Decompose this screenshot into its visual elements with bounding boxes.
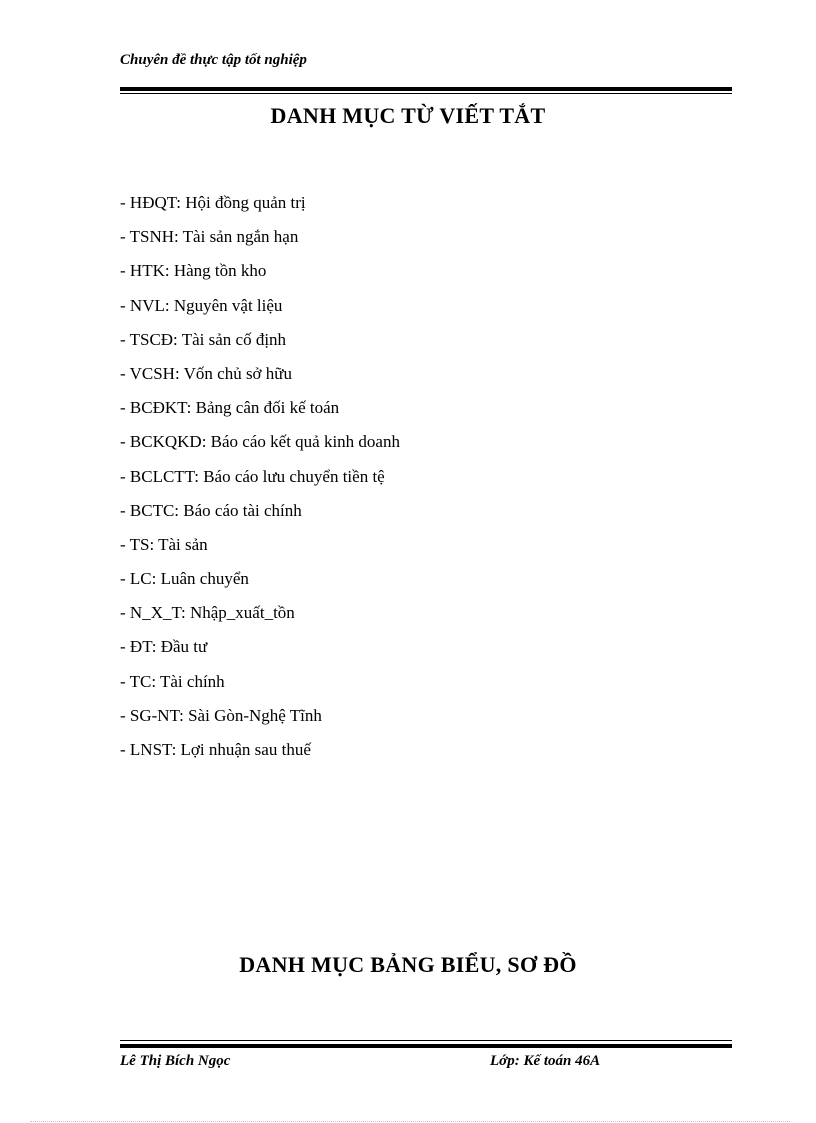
- list-item: - TS: Tài sản: [120, 534, 208, 554]
- footer-rule-thin: [120, 1040, 732, 1041]
- list-item: - VCSH: Vốn chủ sở hữu: [120, 363, 293, 383]
- page-bottom-divider: [30, 1121, 790, 1122]
- list-item: - TSCĐ: Tài sản cố định: [120, 329, 287, 349]
- header-title: Chuyên đề thực tập tốt nghiệp: [120, 52, 307, 68]
- footer-rule-thick: [120, 1044, 732, 1048]
- list-item: - NVL: Nguyên vật liệu: [120, 295, 283, 315]
- list-item: - LC: Luân chuyển: [120, 569, 249, 589]
- tables-heading: DANH MỤC BẢNG BIỂU, SƠ ĐỒ: [239, 952, 577, 977]
- abbreviation-list: [120, 193, 400, 774]
- list-item: - N_X_T: Nhập_xuất_tồn: [120, 603, 295, 623]
- list-item: - SG-NT: Sài Gòn-Nghệ Tĩnh: [120, 705, 322, 725]
- list-item: - HTK: Hàng tồn kho: [120, 261, 267, 281]
- list-item: - BCKQKD: Báo cáo kết quả kinh doanh: [120, 432, 400, 452]
- list-item: - TSNH: Tài sản ngắn hạn: [120, 227, 299, 247]
- list-item: - BCLCTT: Báo cáo lưu chuyển tiền tệ: [120, 466, 385, 486]
- list-item: - LNST: Lợi nhuận sau thuế: [120, 740, 311, 759]
- list-item: - BCĐKT: Bảng cân đối kế toán: [120, 398, 340, 418]
- header-rule-thick: [120, 87, 732, 91]
- footer-class: Lớp: Kế toán 46A: [490, 1053, 601, 1069]
- abbreviations-heading: DANH MỤC TỪ VIẾT TẮT: [270, 103, 546, 128]
- list-item: - BCTC: Báo cáo tài chính: [120, 500, 302, 520]
- list-item: - ĐT: Đầu tư: [120, 637, 208, 657]
- list-item: - HĐQT: Hội đồng quản trị: [120, 193, 306, 212]
- list-item: - TC: Tài chính: [120, 671, 225, 691]
- footer-author: Lê Thị Bích Ngọc: [120, 1053, 231, 1069]
- header-rule-thin: [120, 93, 732, 94]
